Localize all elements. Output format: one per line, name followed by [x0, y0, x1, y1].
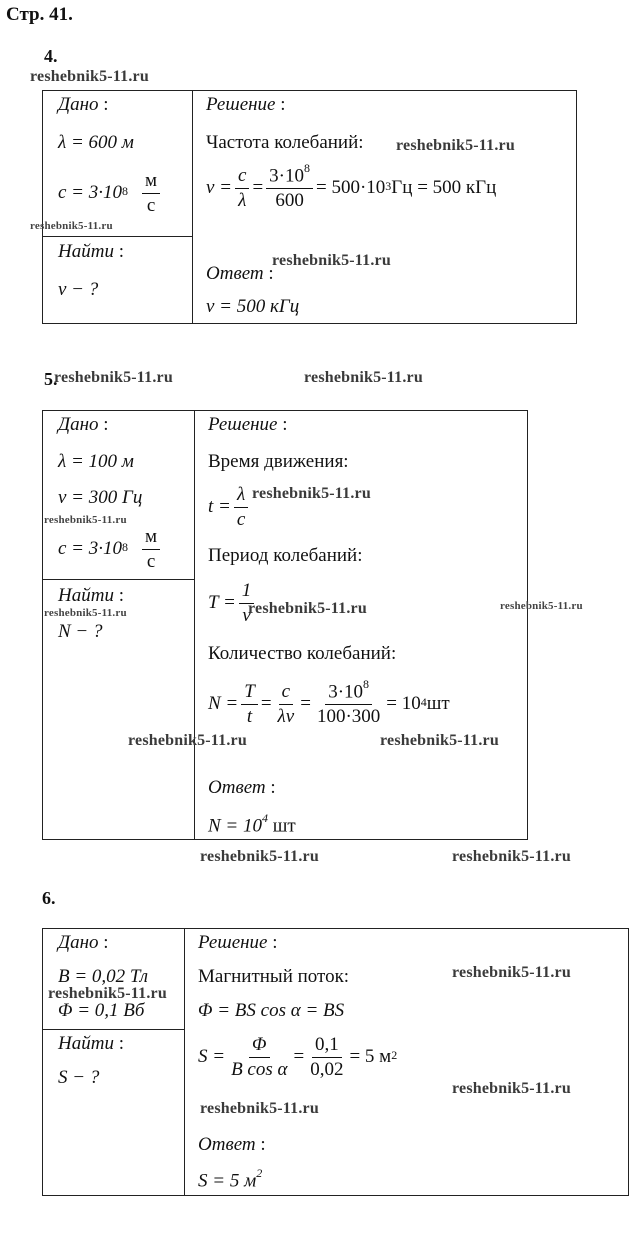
watermark: reshebnik5-11.ru	[44, 514, 127, 526]
problem5-number: 5.	[44, 369, 58, 389]
problem5-given-lambda: λ = 100 м	[58, 451, 134, 472]
problem4-solution-label: Решение :	[206, 94, 286, 115]
problem4-given-c: c = 3·10 $^8$ $\frac{м}{с}$	[58, 170, 163, 217]
problem6-number: 6.	[42, 888, 56, 908]
problem4-divider	[192, 90, 193, 323]
watermark: reshebnik5-11.ru	[30, 68, 149, 85]
watermark: reshebnik5-11.ru	[30, 220, 113, 232]
watermark: reshebnik5-11.ru	[252, 485, 371, 502]
problem4-given-divider	[42, 236, 192, 237]
watermark: reshebnik5-11.ru	[54, 369, 173, 386]
problem5-given-nu: ν = 300 Гц	[58, 487, 143, 508]
page-header: Стр. 41.	[6, 4, 73, 25]
problem6-step1-text: Магнитный поток:	[198, 966, 350, 987]
problem6-find: S − ?	[58, 1067, 100, 1088]
watermark: reshebnik5-11.ru	[380, 732, 499, 749]
problem6-divider	[184, 928, 185, 1195]
problem5-step1: t = $\frac{\lambda}{c}$	[208, 484, 251, 531]
watermark: reshebnik5-11.ru	[452, 964, 571, 981]
problem4-given-label: Дано :	[58, 94, 109, 115]
problem5-step1-text: Время движения:	[208, 451, 349, 472]
problem5-answer: $N = 10^4$ шт	[208, 811, 296, 837]
problem5-solution-label: Решение :	[208, 414, 288, 435]
watermark: reshebnik5-11.ru	[304, 369, 423, 386]
watermark: reshebnik5-11.ru	[200, 1100, 319, 1117]
problem5-step3: N = $\frac{T}{t}$ = $\frac{c}{\lambda\nu}$ = $\frac{3\cdot 10^8}{100\cdot 300}$ = 10 $^4$ шт	[208, 677, 450, 728]
problem4-find-label: Найти :	[58, 241, 124, 262]
problem4-find: ν − ?	[58, 279, 99, 300]
problem5-find-label: Найти :	[58, 585, 124, 606]
problem5-answer-label: Ответ :	[208, 777, 276, 798]
problem6-given-divider	[42, 1029, 184, 1030]
watermark: reshebnik5-11.ru	[128, 732, 247, 749]
problem6-step1: Φ = BS cos α = BS	[198, 1000, 345, 1021]
problem5-given-divider	[42, 579, 194, 580]
problem4-given-lambda: λ = 600 м	[58, 132, 134, 153]
problem4-solution-text: Частота колебаний:	[206, 132, 364, 153]
watermark: reshebnik5-11.ru	[452, 848, 571, 865]
problem6-given-phi: Φ = 0,1 Вб	[58, 1000, 145, 1021]
problem4-formula: ν = $\frac{c}{\lambda}$ = $\frac{3\cdot 10^8}{600}$ = 500·10 $^3$ Гц = 500 кГц	[206, 161, 497, 212]
problem4-number: 4.	[44, 46, 58, 66]
problem5-given-c: c = 3·10 $^8$ $\frac{м}{с}$	[58, 526, 163, 573]
problem6-given-label: Дано :	[58, 932, 109, 953]
watermark: reshebnik5-11.ru	[200, 848, 319, 865]
watermark: reshebnik5-11.ru	[396, 137, 515, 154]
problem6-step2: S = $\frac{\Phi}{\text{B cos α}}$ = $\frac{0,1}{0,02}$ = 5 м $^2$	[198, 1034, 398, 1080]
problem5-step2-text: Период колебаний:	[208, 545, 363, 566]
problem5-find: N − ?	[58, 621, 103, 642]
watermark: reshebnik5-11.ru	[44, 607, 127, 619]
problem5-table	[42, 410, 528, 840]
problem5-step2: T = $\frac{1}{\nu}$	[208, 580, 257, 627]
problem5-step3-text: Количество колебаний:	[208, 643, 397, 664]
problem4-answer: ν = 500 кГц	[206, 296, 300, 317]
watermark: reshebnik5-11.ru	[272, 252, 391, 269]
problem6-answer: S = 5 $м^2$	[198, 1166, 263, 1192]
problem5-given-label: Дано :	[58, 414, 109, 435]
watermark: reshebnik5-11.ru	[48, 985, 167, 1002]
watermark: reshebnik5-11.ru	[500, 600, 583, 612]
watermark: reshebnik5-11.ru	[248, 600, 367, 617]
problem6-given-b: B = 0,02 Тл	[58, 966, 149, 987]
problem6-answer-label: Ответ :	[198, 1134, 266, 1155]
problem4-answer-label: Ответ :	[206, 263, 274, 284]
problem6-solution-label: Решение :	[198, 932, 278, 953]
problem5-divider	[194, 410, 195, 839]
watermark: reshebnik5-11.ru	[452, 1080, 571, 1097]
problem6-find-label: Найти :	[58, 1033, 124, 1054]
